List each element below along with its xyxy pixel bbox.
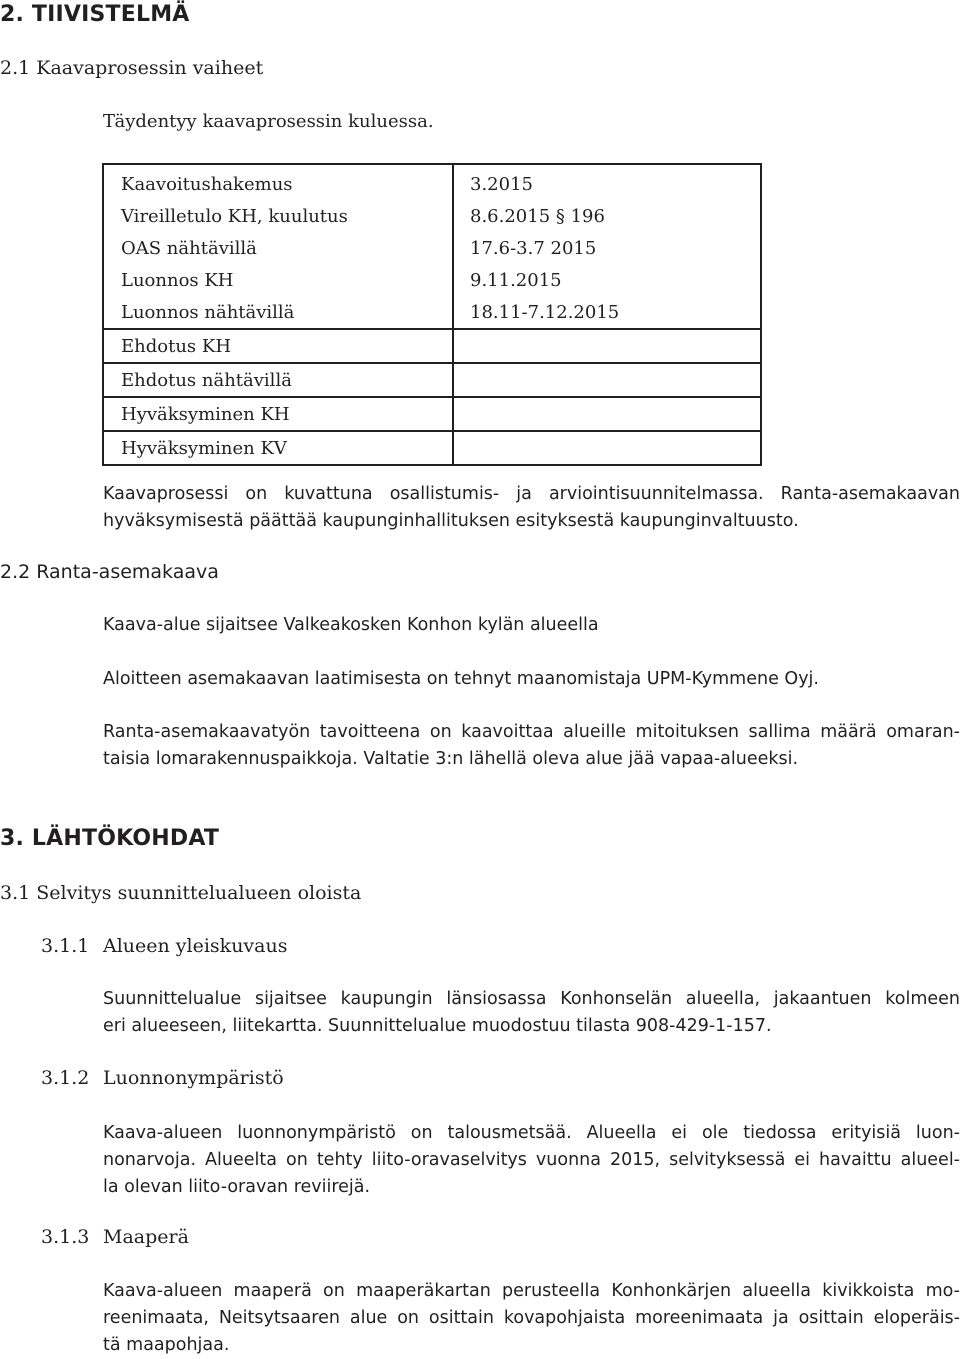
date-cell: 3.2015 bbox=[453, 164, 761, 200]
table-row bbox=[103, 431, 761, 465]
heading-3-1-2: Luonnonympäristö bbox=[103, 1067, 284, 1089]
table-row bbox=[103, 232, 761, 264]
paragraph-line: Kaava-alueen luonnonympäristö on talousmetsää. Alueella ei ole tiedossa erityisiä luon- bbox=[103, 1123, 960, 1143]
phase-cell: Ehdotus KH bbox=[103, 329, 453, 363]
heading-2-1: 2.1 Kaavaprosessin vaiheet bbox=[0, 57, 264, 79]
heading-section-3: 3. LÄHTÖKOHDAT bbox=[0, 826, 220, 851]
paragraph-line: Kaava-alueen maaperä on maaperäkartan perusteella Konhonkärjen alueella kivikkoista mo- bbox=[103, 1281, 960, 1301]
paragraph-line: Aloitteen asemakaavan laatimisesta on tehnyt maanomistaja UPM-Kymmene Oyj. bbox=[103, 669, 819, 689]
paragraph-line: taisia lomarakennuspaikkoja. Valtatie 3:n lähellä oleva alue jää vapaa-alueeksi. bbox=[103, 749, 799, 769]
paragraph-line: reenimaata, Neitsytsaaren alue on osittain kovapohjaista moreenimaata ja osittain eloperäis- bbox=[103, 1308, 960, 1328]
paragraph-line: tä maapohjaa. bbox=[103, 1335, 230, 1355]
heading-3-1-2-number: 3.1.2 bbox=[41, 1067, 90, 1089]
phase-cell: Ehdotus nähtävillä bbox=[103, 363, 453, 397]
table-row bbox=[103, 296, 761, 329]
heading-3-1: 3.1 Selvitys suunnittelualueen oloista bbox=[0, 882, 362, 904]
date-cell bbox=[453, 329, 761, 363]
plan-objective bbox=[103, 719, 960, 773]
table-row bbox=[103, 329, 761, 363]
date-cell: 8.6.2015 § 196 bbox=[453, 200, 761, 232]
date-cell: 9.11.2015 bbox=[453, 264, 761, 296]
phase-cell: Hyväksyminen KH bbox=[103, 397, 453, 431]
table-row bbox=[103, 164, 761, 200]
paragraph-line: Kaava-alue sijaitsee Valkeakosken Konhon kylän alueella bbox=[103, 615, 599, 635]
phase-cell: Hyväksyminen KV bbox=[103, 431, 453, 465]
date-cell: 17.6-3.7 2015 bbox=[453, 232, 761, 264]
area-overview bbox=[103, 986, 960, 1040]
paragraph-line: hyväksymisestä päättää kaupunginhallituksen esityksestä kaupunginvaltuusto. bbox=[103, 511, 799, 531]
table-row bbox=[103, 200, 761, 232]
process-phases-table bbox=[102, 163, 762, 466]
heading-3-1-1: Alueen yleiskuvaus bbox=[103, 935, 288, 957]
paragraph-line: nonarvoja. Alueelta on tehty liito-oravaselvitys vuonna 2015, selvityksessä ei havaittu alueel- bbox=[103, 1150, 960, 1170]
soil-description bbox=[103, 1278, 960, 1359]
phase-cell: Kaavoitushakemus bbox=[103, 164, 453, 200]
phase-cell: OAS nähtävillä bbox=[103, 232, 453, 264]
paragraph-line: la olevan liito-oravan reviirejä. bbox=[103, 1177, 371, 1197]
plan-area-location bbox=[103, 612, 599, 639]
phase-cell: Luonnos KH bbox=[103, 264, 453, 296]
table-row bbox=[103, 264, 761, 296]
process-note: Täydentyy kaavaprosessin kuluessa. bbox=[103, 111, 434, 132]
table-row bbox=[103, 363, 761, 397]
paragraph-line: Kaavaprosessi on kuvattuna osallistumis- ja arviointisuunnitelmassa. Ranta-asemakaavan bbox=[103, 484, 960, 504]
paragraph-line: eri alueeseen, liitekartta. Suunnittelualue muodostuu tilasta 908-429-1-157. bbox=[103, 1016, 772, 1036]
heading-3-1-3-number: 3.1.3 bbox=[41, 1226, 90, 1248]
heading-3-1-3: Maaperä bbox=[103, 1226, 189, 1248]
phase-cell: Vireilletulo KH, kuulutus bbox=[103, 200, 453, 232]
heading-3-1-1-number: 3.1.1 bbox=[41, 935, 90, 957]
phase-cell: Luonnos nähtävillä bbox=[103, 296, 453, 329]
date-cell bbox=[453, 431, 761, 465]
process-description bbox=[103, 481, 960, 535]
table-row bbox=[103, 397, 761, 431]
plan-initiator bbox=[103, 666, 819, 693]
heading-section-2: 2. TIIVISTELMÄ bbox=[0, 2, 190, 27]
date-cell bbox=[453, 397, 761, 431]
paragraph-line: Suunnittelualue sijaitsee kaupungin länsiosassa Konhonselän alueella, jakaantuen kolmeen bbox=[103, 989, 960, 1009]
heading-2-2: 2.2 Ranta-asemakaava bbox=[0, 561, 219, 583]
date-cell bbox=[453, 363, 761, 397]
paragraph-line: Ranta-asemakaavatyön tavoitteena on kaavoittaa alueille mitoituksen sallima määrä omaran- bbox=[103, 722, 960, 742]
date-cell: 18.11-7.12.2015 bbox=[453, 296, 761, 329]
natural-environment bbox=[103, 1120, 960, 1201]
